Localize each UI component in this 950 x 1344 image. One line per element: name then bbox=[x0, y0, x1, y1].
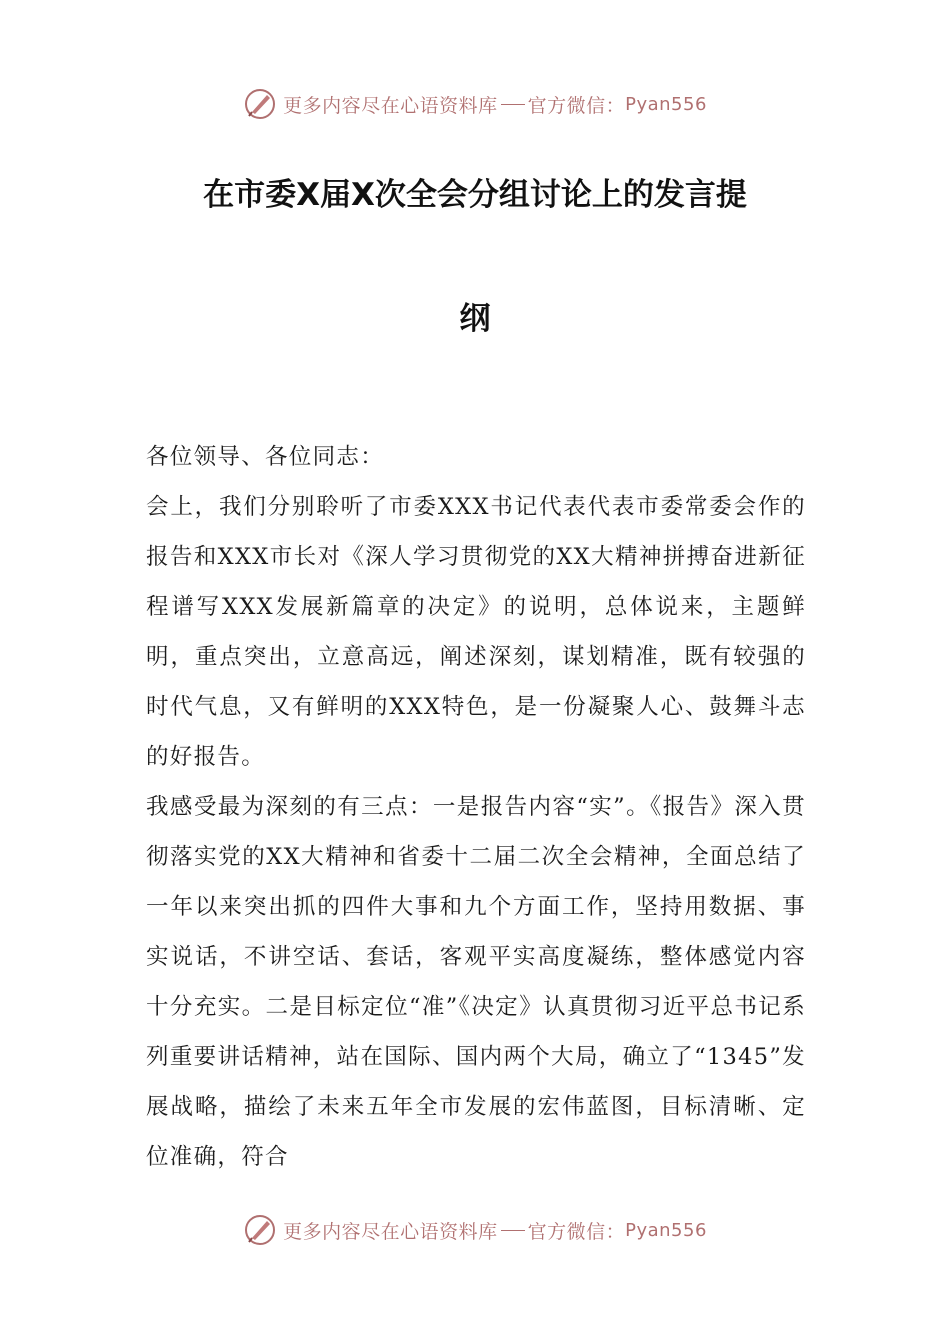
paragraph-1: 会上，我们分别聆听了市委XXX书记代表代表市委常委会作的报告和XXX市长对《深人学习贯彻党的XX大精神拼搏奋进新征程谱写XXX发展新篇章的决定》的说明，总体说来，主题鲜明，重点突出，立意高远，阐述深刻，谋划精准，既有较强的时代气息，又有鲜明的XXX特色，是一份凝聚人心、鼓舞斗志的好报告。 bbox=[146, 494, 806, 770]
watermark-banner-bottom bbox=[0, 1208, 950, 1252]
watermark-dash bbox=[501, 1230, 525, 1231]
watermark-banner-top bbox=[0, 82, 950, 126]
watermark-label: 官方微信： bbox=[527, 1220, 626, 1243]
watermark-dash bbox=[501, 104, 525, 105]
document-title-line1: 在市委X届X次全会分组讨论上的发言提 bbox=[203, 177, 747, 213]
watermark-account: Pyan556 bbox=[625, 1219, 707, 1241]
watermark-text: 更多内容尽在心语资料库 bbox=[283, 94, 498, 117]
watermark-account: Pyan556 bbox=[625, 93, 707, 115]
document-body bbox=[146, 432, 806, 1182]
quill-logo-icon bbox=[243, 1213, 277, 1247]
quill-logo-icon bbox=[243, 87, 277, 121]
salutation: 各位领导、各位同志： bbox=[146, 444, 385, 470]
watermark-label: 官方微信： bbox=[527, 94, 626, 117]
paragraph-2: 我感受最为深刻的有三点：一是报告内容“实”。《报告》深入贯彻落实党的XX大精神和省委十二届二次全会精神，全面总结了一年以来突出抓的四件大事和九个方面工作，坚持用数据、事实说话，不讲空话、套话，客观平实高度凝练，整体感觉内容十分充实。二是目标定位“准”《决定》认真贯彻习近平总书记系列重要讲话精神，站在国际、国内两个大局，确立了“1345”发展战略，描绘了未来五年全市发展的宏伟蓝图，目标清晰、定位准确，符合 bbox=[146, 794, 806, 1170]
watermark-text: 更多内容尽在心语资料库 bbox=[283, 1220, 498, 1243]
document-title-line2: 纲 bbox=[459, 301, 491, 337]
